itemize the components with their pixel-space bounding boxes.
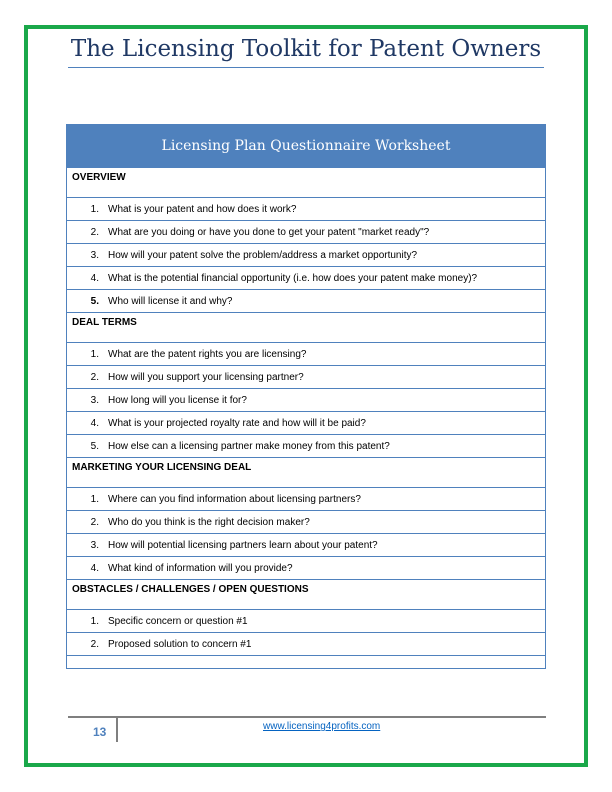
list-item <box>67 342 545 365</box>
item-number: 3. <box>90 394 99 406</box>
item-text: Who will license it and why? <box>108 295 233 307</box>
list-item <box>67 197 545 220</box>
list-item <box>67 243 545 266</box>
item-text: Who do you think is the right decision maker? <box>108 516 310 528</box>
item-number: 2. <box>90 638 99 650</box>
item-number: 1. <box>90 493 99 505</box>
item-number: 4. <box>90 272 99 284</box>
list-item <box>67 220 545 243</box>
document-title: The Licensing Toolkit for Patent Owners <box>70 36 542 62</box>
item-text: How will your patent solve the problem/address a market opportunity? <box>108 249 418 261</box>
item-number: 5. <box>90 295 99 307</box>
item-text: How will you support your licensing partner? <box>108 371 304 383</box>
item-text: Specific concern or question #1 <box>108 615 248 627</box>
worksheet-empty-row <box>67 655 545 668</box>
section-marketing-title: MARKETING YOUR LICENSING DEAL <box>67 457 545 487</box>
list-item <box>67 632 545 655</box>
worksheet-header: Licensing Plan Questionnaire Worksheet <box>67 125 545 167</box>
list-item <box>67 411 545 434</box>
section-deal-terms-title: DEAL TERMS <box>67 312 545 342</box>
item-text: How will potential licensing partners learn about your patent? <box>108 539 378 551</box>
item-number: 4. <box>90 417 99 429</box>
footer-rule <box>68 716 546 718</box>
item-text: What is your projected royalty rate and how will it be paid? <box>108 417 366 429</box>
item-number: 4. <box>90 562 99 574</box>
footer-website-link[interactable]: www.licensing4profits.com <box>263 721 381 732</box>
item-text: What is your patent and how does it work? <box>108 203 297 215</box>
list-item <box>67 388 545 411</box>
item-text: Where can you find information about licensing partners? <box>108 493 361 505</box>
list-item <box>67 609 545 632</box>
page-number: 13 <box>93 725 107 739</box>
list-item <box>67 289 545 312</box>
item-text: Proposed solution to concern #1 <box>108 638 252 650</box>
item-text: What kind of information will you provide? <box>108 562 293 574</box>
item-text: What is the potential financial opportunity (i.e. how does your patent make money)? <box>108 272 478 284</box>
list-item <box>67 556 545 579</box>
item-number: 3. <box>90 249 99 261</box>
list-item <box>67 533 545 556</box>
list-item <box>67 510 545 533</box>
list-item <box>67 487 545 510</box>
item-number: 1. <box>90 203 99 215</box>
item-text: What are you doing or have you done to get your patent "market ready"? <box>108 226 430 238</box>
list-item <box>67 434 545 457</box>
item-number: 1. <box>90 615 99 627</box>
item-number: 2. <box>90 516 99 528</box>
title-underline <box>68 67 544 68</box>
list-item <box>67 266 545 289</box>
item-number: 3. <box>90 539 99 551</box>
footer-divider <box>116 718 118 742</box>
section-overview-title: OVERVIEW <box>67 167 545 197</box>
worksheet-table <box>66 124 546 669</box>
item-text: How else can a licensing partner make money from this patent? <box>108 440 390 452</box>
list-item <box>67 365 545 388</box>
item-text: What are the patent rights you are licensing? <box>108 348 307 360</box>
item-number: 5. <box>90 440 99 452</box>
item-number: 2. <box>90 371 99 383</box>
section-obstacles-title: OBSTACLES / CHALLENGES / OPEN QUESTIONS <box>67 579 545 609</box>
item-text: How long will you license it for? <box>108 394 247 406</box>
item-number: 2. <box>90 226 99 238</box>
item-number: 1. <box>90 348 99 360</box>
